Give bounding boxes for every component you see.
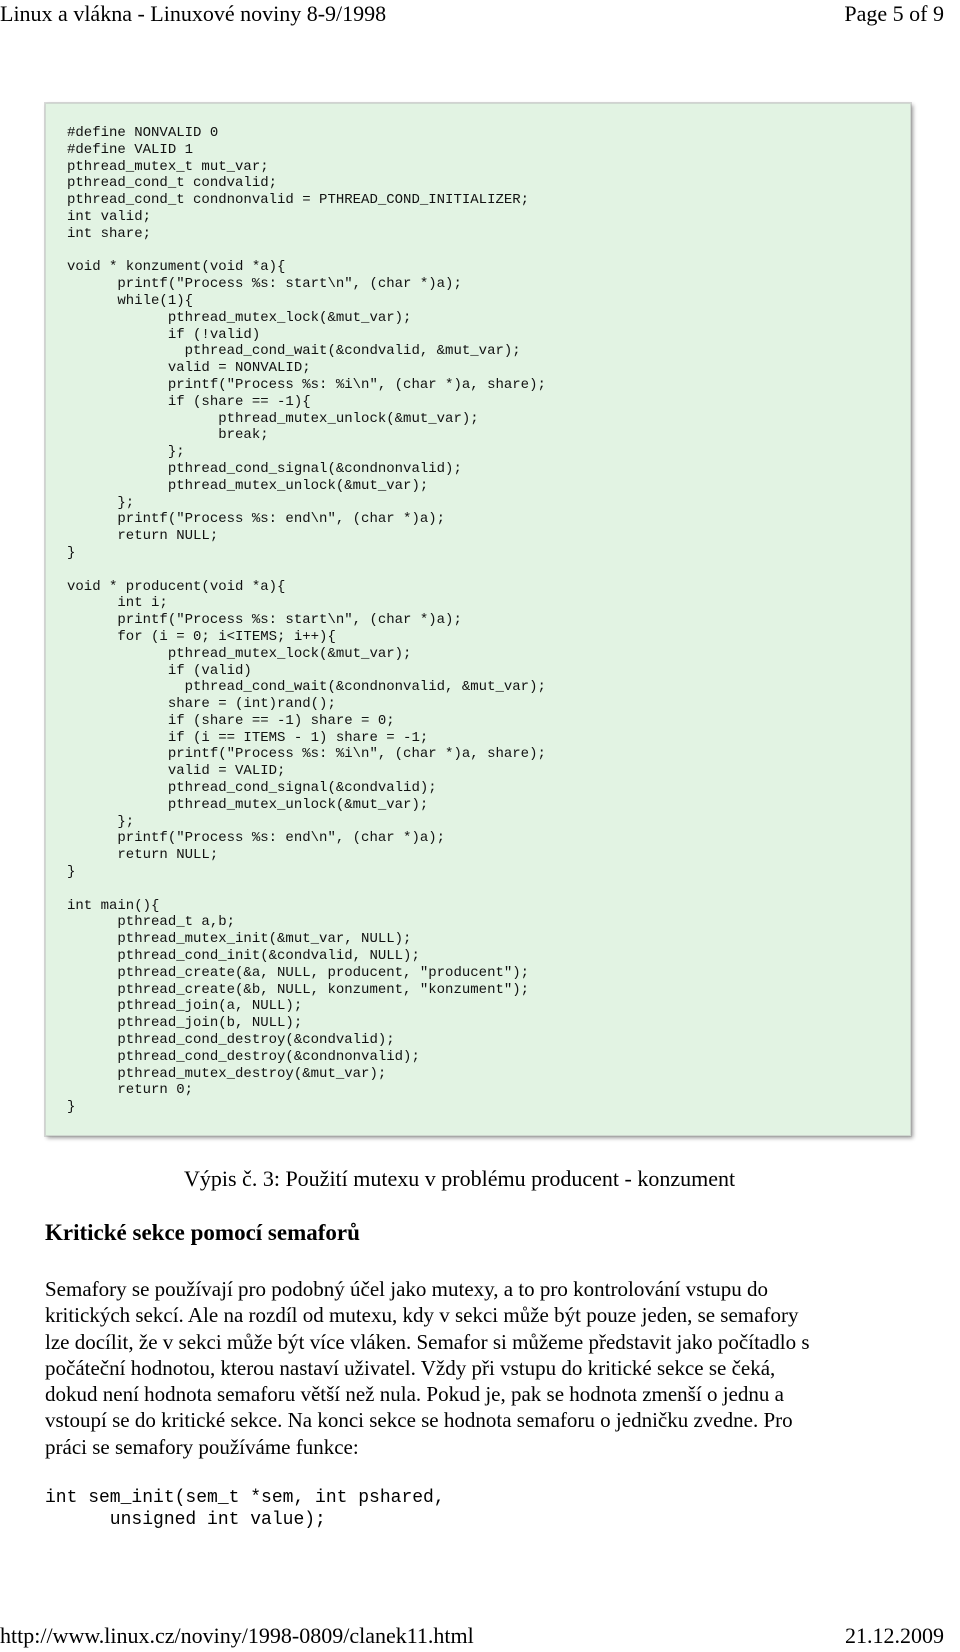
footer-url[interactable]: http://www.linux.cz/noviny/1998-0809/clanek11.html: [0, 1623, 474, 1648]
code-listing: #define NONVALID 0 #define VALID 1 pthread_mutex_t mut_var; pthread_cond_t condvalid; pthread_cond_t condnonvalid = PTHREAD_COND_INITIALIZER; int valid; int share; void * konzument(void *a){ printf("Process %s: start\n", (char *)a); while(1){ pthread_mutex_lock(&mut_var); if (!valid) pthread_cond_wait(&condvalid, &mut_var); valid = NONVALID; printf("Process %s: %i\n", (char *)a, share); if (share == -1){ pthread_mutex_unlock(&mut_var); break; }; pthread_cond_signal(&condnonvalid); pthread_mutex_unlock(&mut_var); }; printf("Process %s: end\n", (char *)a); return NULL; } void * producent(void *a){ int i; printf("Process %s: start\n", (char *)a); for (i = 0; i<ITEMS; i++){ pthread_mutex_lock(&mut_var); if (valid) pthread_cond_wait(&condnonvalid, &mut_var); share = (int)rand(); if (share == -1) share = 0; if (i == ITEMS - 1) share = -1; printf("Process %s: %i\n", (char *)a, share); valid = VALID; pthread_cond_signal(&condvalid); pthread_mutex_unlock(&mut_var); }; printf("Process %s: end\n", (char *)a); return NULL; } int main(){ pthread_t a,b; pthread_mutex_init(&mut_var, NULL); pthread_cond_init(&condvalid, NULL); pthread_create(&a, NULL, producent, "producent"); pthread_create(&b, NULL, konzument, "konzument"); pthread_join(a, NULL); pthread_join(b, NULL); pthread_cond_destroy(&condvalid); pthread_cond_destroy(&condnonvalid); pthread_mutex_destroy(&mut_var); return 0; }: [67, 125, 546, 1116]
paragraph-line: práci se semafory používáme funkce:: [45, 1434, 359, 1459]
section-paragraph: [45, 1276, 915, 1460]
paragraph-line: kritických sekcí. Ale na rozdíl od mutexu, kdy v sekci může být pouze jeden, se semafory: [45, 1303, 799, 1328]
code-listing-box: [45, 103, 911, 1136]
paragraph-line: počáteční hodnotou, kterou nastaví uživatel. Vždy při vstupu do kritické sekce se čeká,: [45, 1355, 776, 1380]
function-signature: int sem_init(sem_t *sem, int pshared, unsigned int value);: [45, 1488, 445, 1530]
document-title: Linux a vlákna - Linuxové noviny 8-9/1998: [0, 1, 387, 26]
footer-date: 21.12.2009: [845, 1623, 944, 1648]
paragraph-line: vstoupí se do kritické sekce. Na konci sekce se hodnota semaforu o jedničku zvedne. Pro: [45, 1408, 793, 1433]
listing-caption: Výpis č. 3: Použití mutexu v problému producent - konzument: [184, 1166, 736, 1191]
page-number: Page 5 of 9: [844, 1, 944, 26]
paragraph-line: Semafory se používají pro podobný účel jako mutexy, a to pro kontrolování vstupu do: [45, 1277, 769, 1301]
paragraph-line: lze docílit, že v sekci může být více vláken. Semafor si můžeme představit jako počítadlo s: [45, 1329, 810, 1354]
paragraph-line: dokud není hodnota semaforu větší než nula. Pokud je, pak se hodnota zmenší o jednu a: [45, 1382, 784, 1407]
section-heading: Kritické sekce pomocí semaforů: [45, 1220, 360, 1245]
